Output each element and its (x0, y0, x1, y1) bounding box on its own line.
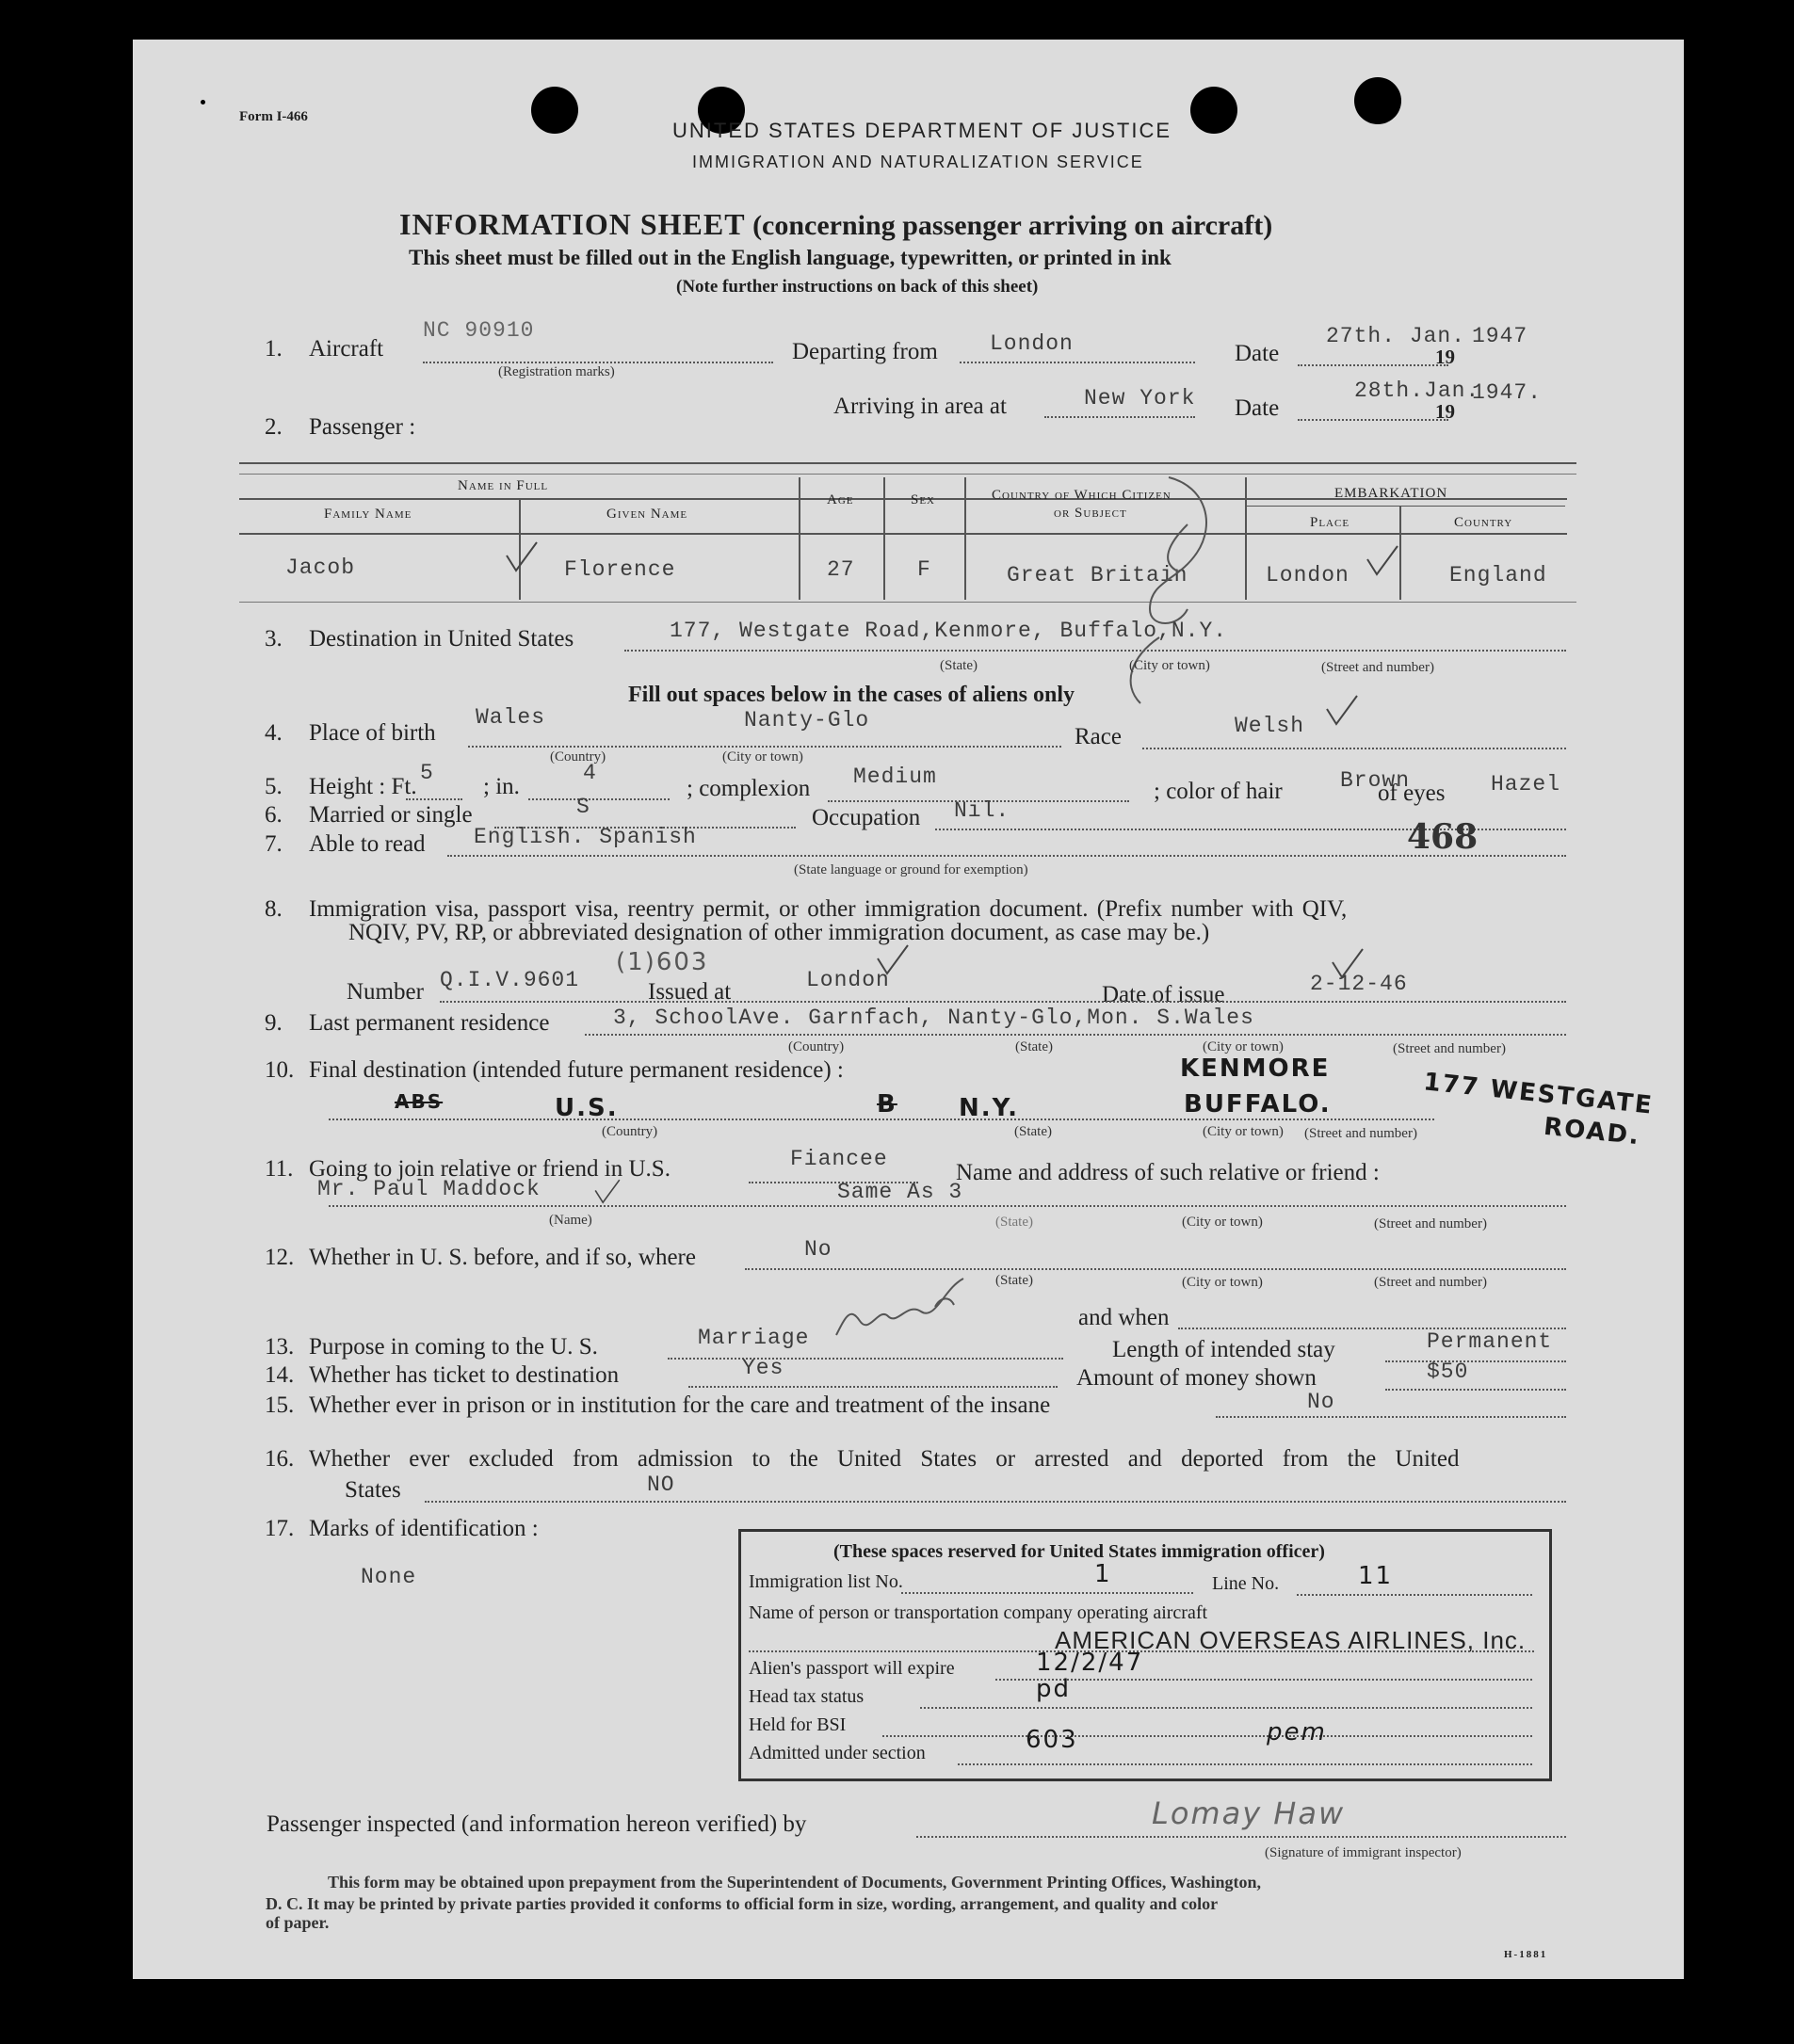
money-label: Amount of money shown (1076, 1365, 1317, 1391)
column-header-embarkation: EMBARKATION (1334, 486, 1448, 501)
residence-value: 3, SchoolAve. Garnfach, Nanty-Glo,Mon. S.Wales (613, 1006, 1254, 1030)
head-tax-label: Head tax status (749, 1686, 865, 1707)
passport-expire-value: 12/2/47 (1036, 1649, 1144, 1677)
printer-code: H-1881 (1504, 1949, 1548, 1960)
item-number: 7. (265, 831, 283, 857)
excluded-label-line2: States (345, 1477, 401, 1503)
eyes-label: of eyes (1378, 781, 1446, 806)
state-caption: (State) (1014, 1124, 1052, 1139)
money-value: $50 (1427, 1360, 1469, 1384)
street-caption: (Street and number) (1304, 1126, 1417, 1141)
street-caption: (Street and number) (1393, 1041, 1506, 1056)
sex-value: F (917, 557, 931, 582)
check-mark-icon (592, 1177, 622, 1207)
hair-label: ; color of hair (1154, 779, 1283, 804)
signature-caption: (Signature of immigrant inspector) (1265, 1845, 1462, 1860)
punch-hole (1354, 77, 1401, 124)
immigration-list-label: Immigration list No. (749, 1571, 903, 1592)
item-number: 2. (265, 414, 283, 440)
visa-pencil-note: (1)603 (616, 948, 709, 976)
birth-country-value: Wales (476, 705, 546, 730)
length-of-stay-value: Permanent (1427, 1329, 1553, 1354)
century-prefix: 19 (1435, 400, 1455, 423)
inspector-initials: pem (1267, 1718, 1327, 1746)
final-country-struck: ABS (395, 1090, 444, 1113)
length-of-stay-label: Length of intended stay (1112, 1337, 1335, 1362)
line-no-value: 11 (1358, 1562, 1394, 1590)
date-of-issue-label: Date of issue (1102, 982, 1225, 1007)
excluded-value: NO (647, 1473, 675, 1497)
footnote-line2: D. C. It may be printed by private parties provided it conforms to official form in size, wording, arrangement, and quality and color (266, 1894, 1219, 1913)
footnote-line3: of paper. (266, 1913, 330, 1932)
registration-caption: (Registration marks) (498, 364, 615, 379)
item-number: 9. (265, 1010, 283, 1036)
marks-label: Marks of identification : (309, 1516, 539, 1541)
departing-year-value: 1947 (1472, 324, 1528, 348)
age-value: 27 (827, 557, 855, 582)
occupation-label: Occupation (812, 805, 921, 830)
complexion-value: Medium (853, 764, 937, 789)
item-number: 11. (265, 1156, 294, 1182)
final-city-upper: KENMORE (1180, 1054, 1331, 1083)
height-label: Height : Ft. (309, 774, 417, 799)
check-mark-icon (1364, 542, 1401, 580)
birth-label: Place of birth (309, 720, 436, 746)
language-caption: (State language or ground for exemption) (794, 862, 1028, 877)
handwritten-scribble-icon (832, 1269, 982, 1344)
marks-value: None (361, 1565, 417, 1589)
head-tax-value: pd (1036, 1675, 1072, 1703)
held-for-bsi-label: Held for BSI (749, 1714, 847, 1735)
final-street-value: 177 WESTGATE (1422, 1068, 1656, 1120)
passenger-label: Passenger : (309, 414, 416, 440)
final-destination-label: Final destination (intended future permanent residence) : (309, 1057, 844, 1083)
item-number: 16. (265, 1446, 295, 1472)
final-street-value-cont: ROAD. (1542, 1112, 1642, 1151)
punch-hole (1190, 87, 1237, 134)
join-name-value: Mr. Paul Maddock (317, 1177, 541, 1201)
item-number: 15. (265, 1392, 295, 1418)
instruction-line: This sheet must be filled out in the English language, typewritten, or printed in ink (409, 246, 1172, 269)
footnote-line1: This form may be obtained upon prepayment from the Superintendent of Documents, Government Printing Offices, Washington, (328, 1873, 1262, 1891)
form-number: Form I-466 (239, 109, 308, 124)
immigration-list-value: 1 (1094, 1560, 1112, 1588)
given-name-value: Florence (564, 557, 676, 582)
item-number: 3. (265, 626, 283, 652)
item-number: 14. (265, 1362, 295, 1388)
embarkation-country-value: England (1449, 563, 1547, 587)
read-value: English. Spanish (474, 825, 697, 849)
family-name-value: Jacob (285, 555, 356, 580)
line-no-label: Line No. (1212, 1573, 1280, 1594)
check-mark-icon (874, 942, 912, 979)
speck (201, 100, 205, 105)
join-relation-value: Fiancee (790, 1147, 888, 1171)
birth-city-value: Nanty-Glo (744, 708, 870, 732)
item-number: 13. (265, 1334, 295, 1360)
date-of-issue-value: 2-12-46 (1310, 972, 1408, 996)
ticket-value: Yes (742, 1356, 784, 1380)
check-mark-icon (1329, 945, 1366, 983)
and-when-label: and when (1078, 1305, 1170, 1330)
form-page (133, 40, 1684, 1979)
join-label: Going to join relative or friend in U.S. (309, 1156, 671, 1182)
final-state-struck: B (877, 1090, 897, 1119)
aircraft-value: NC 90910 (423, 318, 535, 343)
city-caption: (City or town) (1203, 1124, 1284, 1139)
officer-box-heading: (These spaces reserved for United States immigration officer) (833, 1541, 1325, 1562)
arriving-value: New York (1084, 386, 1196, 410)
citizenship-value: Great Britain (1007, 563, 1188, 587)
state-caption: (State) (940, 658, 978, 673)
sheet-title (399, 207, 1272, 242)
inspector-signature: Lomay Haw (1152, 1795, 1346, 1831)
country-caption: (Country) (550, 749, 606, 764)
street-caption: (Street and number) (1374, 1275, 1487, 1290)
inspected-by-label: Passenger inspected (and information hereon verified) by (267, 1811, 807, 1837)
date-label: Date (1235, 395, 1280, 421)
arriving-date-value: 28th.Jan. (1354, 378, 1480, 403)
city-caption: (City or town) (1129, 658, 1210, 673)
century-prefix: 19 (1435, 346, 1455, 368)
item-number: 10. (265, 1057, 295, 1083)
issued-at-label: Issued at (648, 979, 732, 1005)
final-country-value: U.S. (555, 1094, 619, 1122)
departing-label: Departing from (792, 339, 938, 364)
before-label: Whether in U. S. before, and if so, where (309, 1245, 696, 1270)
state-caption: (State) (995, 1273, 1033, 1288)
visa-label-line2: NQIV, PV, RP, or abbreviated designation of other immigration document, as case may be.) (348, 920, 1210, 945)
column-header-sex: Sex (911, 492, 936, 507)
before-value: No (804, 1237, 832, 1262)
item-number: 17. (265, 1516, 295, 1541)
complexion-label: ; complexion (687, 776, 811, 801)
married-label: Married or single (309, 802, 473, 828)
officer-reserved-box (738, 1529, 1552, 1781)
city-caption: (City or town) (1203, 1039, 1284, 1054)
state-caption: (State) (995, 1215, 1033, 1230)
street-caption: (Street and number) (1374, 1216, 1487, 1231)
name-caption: (Name) (549, 1213, 592, 1228)
destination-value: 177, Westgate Road,Kenmore, Buffalo,N.Y. (670, 619, 1228, 643)
item-number: 8. (265, 896, 283, 922)
column-header-country-citizen: or Subject (1054, 506, 1127, 521)
ticket-label: Whether has ticket to destination (309, 1362, 620, 1388)
sheet-title-sub: (concerning passenger arriving on aircraft) (752, 210, 1273, 241)
excluded-label-line1: Whether ever excluded from admission to the United States or arrested and deported from the United (309, 1446, 1460, 1472)
visa-number-value: Q.I.V.9601 (440, 968, 580, 992)
occupation-value: Nil. (954, 798, 1010, 823)
column-header-country-citizen: Country of Which Citizen (992, 488, 1172, 503)
final-state-value: N.Y. (959, 1094, 1020, 1122)
married-value: S (576, 795, 590, 819)
arriving-year-value: 1947. (1472, 380, 1543, 405)
admitted-section-value: 603 (1026, 1726, 1078, 1754)
item-number: 1. (265, 336, 283, 362)
operator-value: AMERICAN OVERSEAS AIRLINES, Inc. (1055, 1626, 1527, 1654)
eyes-value: Hazel (1491, 772, 1561, 797)
arriving-label: Arriving in area at (833, 394, 1007, 419)
final-city-value: BUFFALO. (1184, 1090, 1332, 1119)
prison-label: Whether ever in prison or in institution for the care and treatment of the insane (309, 1392, 1051, 1418)
service-title: IMMIGRATION AND NATURALIZATION SERVICE (692, 153, 1144, 171)
stamped-number: 468 (1407, 817, 1479, 857)
column-header-name-in-full: Name in Full (458, 478, 549, 493)
punch-hole (531, 87, 578, 134)
date-label: Date (1235, 341, 1280, 366)
item-number: 12. (265, 1245, 295, 1270)
departing-value: London (990, 331, 1074, 356)
passport-expire-label: Alien's passport will expire (749, 1658, 955, 1679)
handwritten-scribble-icon (1093, 468, 1235, 713)
join-address-value: Same As 3 (837, 1180, 963, 1204)
inches-label: ; in. (483, 774, 520, 799)
residence-label: Last permanent residence (309, 1010, 550, 1036)
street-caption: (Street and number) (1321, 660, 1434, 675)
column-header-given-name: Given Name (606, 507, 688, 522)
hair-value: Brown (1340, 768, 1411, 793)
read-label: Able to read (309, 831, 426, 857)
column-header-family-name: Family Name (324, 507, 412, 522)
column-header-age: Age (827, 492, 854, 507)
visa-label-line1: Immigration visa, passport visa, reentry permit, or other immigration document. (Prefix number with QIV, (309, 896, 1348, 922)
height-inches-value: 4 (583, 761, 597, 785)
aliens-only-heading: Fill out spaces below in the cases of aliens only (628, 683, 1075, 707)
country-caption: (Country) (602, 1124, 658, 1139)
city-caption: (City or town) (1182, 1275, 1263, 1290)
country-caption: (Country) (788, 1039, 845, 1054)
item-number: 4. (265, 720, 283, 746)
race-label: Race (1075, 724, 1122, 749)
operator-label: Name of person or transportation company operating aircraft (749, 1602, 1208, 1623)
purpose-value: Marriage (698, 1326, 810, 1350)
prison-value: No (1307, 1390, 1335, 1414)
item-number: 6. (265, 802, 283, 828)
column-header-country: Country (1454, 515, 1513, 530)
check-mark-icon (503, 539, 541, 576)
city-caption: (City or town) (1182, 1215, 1263, 1230)
join-name-address-label: Name and address of such relative or friend : (956, 1160, 1380, 1185)
embarkation-place-value: London (1266, 563, 1350, 587)
destination-label: Destination in United States (309, 626, 574, 652)
visa-number-label: Number (347, 979, 424, 1005)
note-line: (Note further instructions on back of this sheet) (676, 277, 1039, 297)
state-caption: (State) (1015, 1039, 1053, 1054)
column-header-place: Place (1310, 515, 1350, 530)
department-title: UNITED STATES DEPARTMENT OF JUSTICE (672, 119, 1172, 142)
purpose-label: Purpose in coming to the U. S. (309, 1334, 598, 1360)
admitted-section-label: Admitted under section (749, 1743, 926, 1763)
issued-at-value: London (806, 968, 890, 992)
height-feet-value: 5 (420, 761, 434, 785)
city-caption: (City or town) (722, 749, 803, 764)
sheet-title-main: INFORMATION SHEET (399, 207, 746, 241)
departing-date-value: 27th. Jan. (1326, 324, 1466, 348)
check-mark-icon (1323, 692, 1361, 730)
race-value: Welsh (1235, 714, 1305, 738)
aircraft-label: Aircraft (309, 336, 384, 362)
item-number: 5. (265, 774, 283, 799)
